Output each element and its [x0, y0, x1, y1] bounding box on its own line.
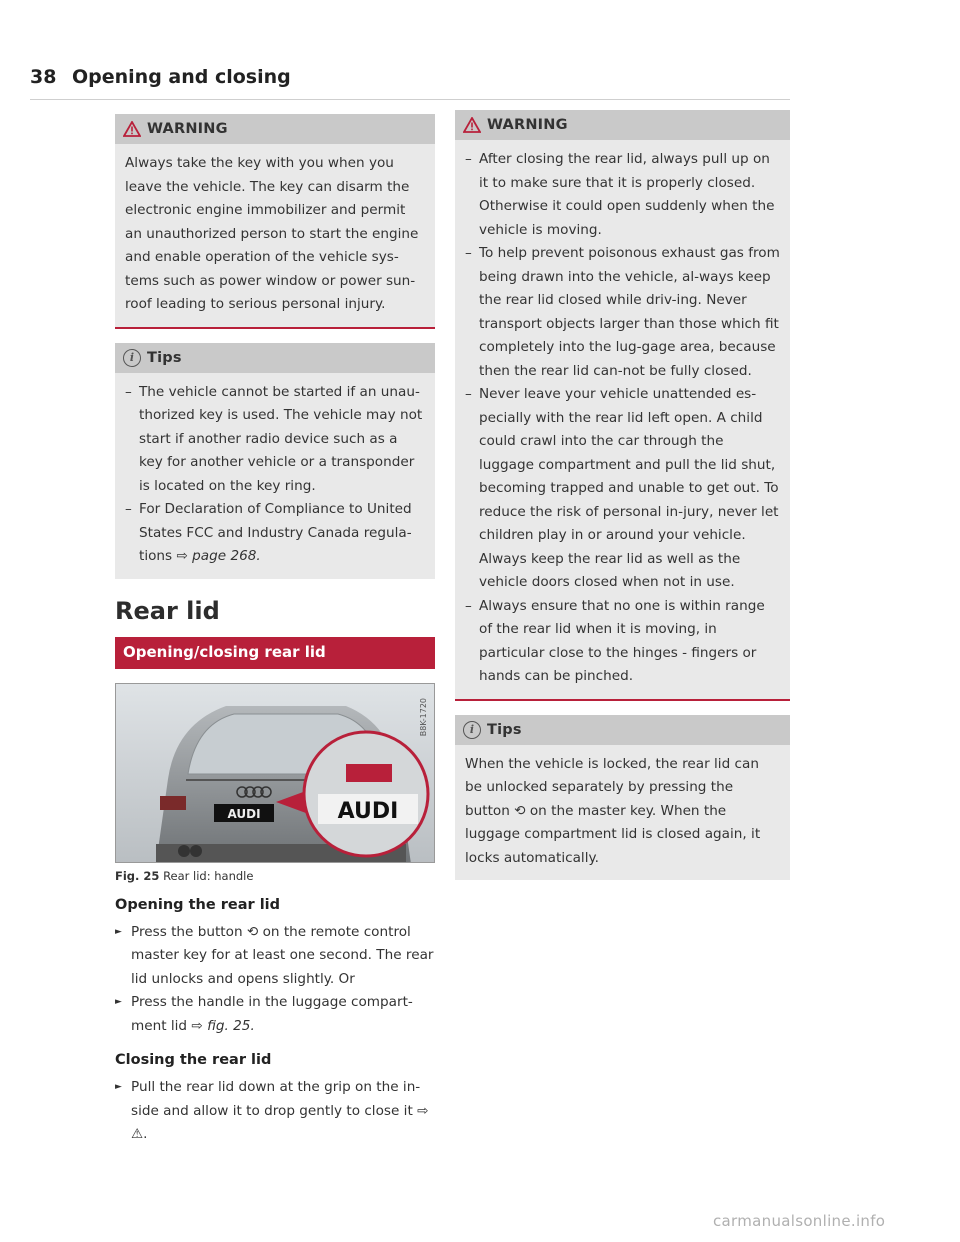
opening-step-1: ► Press the button ⟲ on the remote control master key for at least one second. The rear lid unlocks and opens slightly. Or [115, 921, 435, 992]
warning-box-left [115, 114, 435, 329]
list-item [125, 498, 425, 569]
opening-title: Opening the rear lid [115, 896, 281, 913]
warning-triangle-icon [123, 121, 141, 137]
watermark: carmanualsonline.info [713, 1212, 886, 1230]
list-item: – Never leave your vehicle unattended es-pecially with the rear lid left open. A child could crawl into the car through the luggage compartment and pull the lid shut, becoming trapped and unable to get out. To reduce the risk of personal in-jury, never let children play in or around your vehicle. Always keep the rear lid as well as the vehicle doors closed when not in use. [465, 383, 780, 595]
closing-steps [115, 1076, 435, 1147]
figure-ref-link[interactable]: fig. 25. [207, 1017, 255, 1034]
car-rear-illustration [116, 684, 435, 863]
tip-text: For Declaration of Compliance to United States FCC and Industry Canada regula-tions ⇨ [139, 501, 412, 564]
right-column [455, 110, 790, 894]
tips-list [125, 381, 425, 569]
figure-code: B8K-1720 [419, 697, 428, 736]
closing-step-1: ► Pull the rear lid down at the grip on the in-side and allow it to drop gently to close it ⇨ ⚠. [115, 1076, 435, 1147]
warning-triangle-icon [463, 117, 481, 133]
tips-label: Tips [487, 721, 522, 738]
warning-header [455, 110, 790, 140]
page-number: 38 [30, 66, 57, 88]
figure-caption-text: Rear lid: handle [163, 868, 254, 883]
opening-steps [115, 921, 435, 1039]
info-icon: i [463, 721, 481, 739]
tips-box-left [115, 343, 435, 579]
list-item: – After closing the rear lid, always pull up on it to make sure that it is properly closed. Otherwise it could open suddenly when the vehicle is moving. [465, 148, 780, 242]
list-item: – To help prevent poisonous exhaust gas from being drawn into the vehicle, al-ways keep the rear lid closed while driv-ing. Never transport objects larger than those which fit completely into the lug-gage area, because then the rear lid can-not be fully closed. [465, 242, 780, 383]
list-item: – The vehicle cannot be started if an unau-thorized key is used. The vehicle may not start if another radio device such as a key for another vehicle or a transponder is located on the key ring. [125, 381, 425, 499]
opening-closing-subheading: Opening/closing rear lid [115, 637, 435, 669]
opening-step-2 [115, 991, 435, 1038]
badge-large: AUDI [337, 798, 399, 824]
warning-label: WARNING [487, 117, 568, 133]
rear-lid-heading: Rear lid [115, 596, 220, 625]
closing-title: Closing the rear lid [115, 1052, 272, 1068]
warning-header [115, 114, 435, 144]
info-icon: i [123, 349, 141, 367]
section-title: Opening and closing [72, 66, 291, 88]
page-ref-link[interactable]: page 268. [192, 548, 261, 564]
warning-list [465, 148, 780, 689]
tips-box-right [455, 715, 790, 881]
list-item: – Always ensure that no one is within range of the rear lid when it is moving, in particular close to the hinges - fingers or hands can be pinched. [465, 595, 780, 689]
left-column [115, 114, 435, 1161]
tips-label: Tips [147, 349, 182, 366]
warning-label: WARNING [147, 121, 228, 137]
rear-lid-figure [115, 683, 435, 863]
warning-box-right [455, 110, 790, 701]
tips-header [115, 343, 435, 373]
figure-caption [115, 869, 435, 883]
tips-header [455, 715, 790, 745]
tips-text: When the vehicle is locked, the rear lid can be unlocked separately by pressing the button ⟲ on the master key. When the luggage compartment lid is closed again, it locks automatically. [465, 755, 761, 866]
page-header [30, 66, 790, 100]
step-text: Press the handle in the luggage compart-ment lid ⇨ [131, 994, 413, 1034]
badge-small: AUDI [227, 806, 261, 821]
warning-text: Always take the key with you when you leave the vehicle. The key can disarm the electronic engine immobilizer and permit an unauthorized person to start the engine and enable operation of the vehicle sys-tems such as power window or power sun-roof leading to serious personal injury. [125, 155, 419, 312]
figure-number: Fig. 25 [115, 868, 160, 883]
